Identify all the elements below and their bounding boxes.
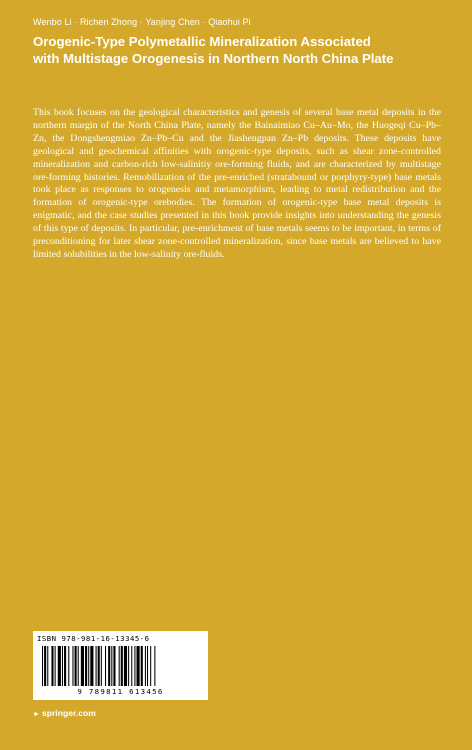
barcode-bar xyxy=(150,646,151,686)
book-description: This book focuses on the geological characteristics and genesis of several base metal deposits in the northern margin of the North China Plate, namely the Bainaimiao Cu–Au–Mo, the Huogeqi Cu–Pb–Zn, the Dongshengmiao Zn–Pb–Cu and the Jiashengpan Zn–Pb deposits. These deposits have geological and geochemical affinities with orogenic-type deposits, such as shear zone-controlled mineralization and carbon-rich low-salinitiy ore-forming fluids, and are characterized by multistage ore-forming histories. Remobilization of the pre-enriched (stratabound or porphyry-type) base metals took place as responses to orogenesis and metamorphism, leading to metal redistribution and the formation of orogenic-type orebodies. The formation of orogenic-type base metal deposits is enigmatic, and the case studies presented in this book provide insights into understanding the genesis of this type of deposits. In particular, pre-enrichment of base metals seems to be important, in terms of preconditioning for later shear zone-controlled mineralization, since base metals are believed to have limited solubilities in the low-salinity ore-fluids. xyxy=(33,107,441,260)
barcode-bar xyxy=(78,646,79,686)
barcode-bar xyxy=(105,646,106,686)
isbn-text: ISBN 978-981-16-13345-6 xyxy=(37,634,150,643)
barcode-bar xyxy=(124,646,127,686)
publisher-link[interactable] xyxy=(33,708,96,718)
barcode-bar xyxy=(68,646,69,686)
barcode-bar xyxy=(108,646,110,686)
barcode-bar xyxy=(96,646,97,686)
barcode-bar xyxy=(113,646,115,686)
barcode-bar xyxy=(128,646,129,686)
book-title xyxy=(33,33,453,67)
barcode-digits: 9 789811 613456 xyxy=(77,687,164,696)
book-title-line-1: Orogenic-Type Polymetallic Mineralization Associated xyxy=(33,34,371,49)
barcode-bar xyxy=(51,646,53,686)
barcode-bar xyxy=(90,646,93,686)
barcode-bar xyxy=(145,646,146,686)
barcode-bar xyxy=(137,646,140,686)
barcode-bar xyxy=(44,646,46,686)
barcode-bar xyxy=(111,646,112,686)
author-list: Wenbo Li · Richen Zhong · Yanjing Chen · Qiaohui Pi xyxy=(33,17,251,27)
barcode-bar xyxy=(147,646,148,686)
barcode-bar xyxy=(98,646,100,686)
barcode-bar xyxy=(141,646,143,686)
barcode-bar xyxy=(85,646,87,686)
publisher-url: springer.com xyxy=(41,708,96,718)
book-title-line-2: with Multistage Orogenesis in Northern North China Plate xyxy=(33,51,394,66)
arrow-right-icon: ► xyxy=(33,711,40,718)
barcode-bar xyxy=(75,646,77,686)
barcode-bar xyxy=(131,646,132,686)
barcode-bar xyxy=(42,646,43,686)
barcode-bar xyxy=(81,646,84,686)
barcode-bar xyxy=(154,646,155,686)
barcode-bar xyxy=(121,646,123,686)
isbn-barcode-box xyxy=(33,631,208,700)
barcode-bar xyxy=(119,646,120,686)
barcode-bar xyxy=(62,646,63,686)
barcode-bar xyxy=(134,646,135,686)
barcode-bar xyxy=(88,646,89,686)
barcode-bar xyxy=(55,646,56,686)
barcode-bar xyxy=(47,646,48,686)
barcode-bar xyxy=(72,646,73,686)
barcode-bar xyxy=(101,646,102,686)
barcode-image xyxy=(42,646,199,686)
barcode-bar xyxy=(64,646,66,686)
barcode-bar xyxy=(58,646,61,686)
